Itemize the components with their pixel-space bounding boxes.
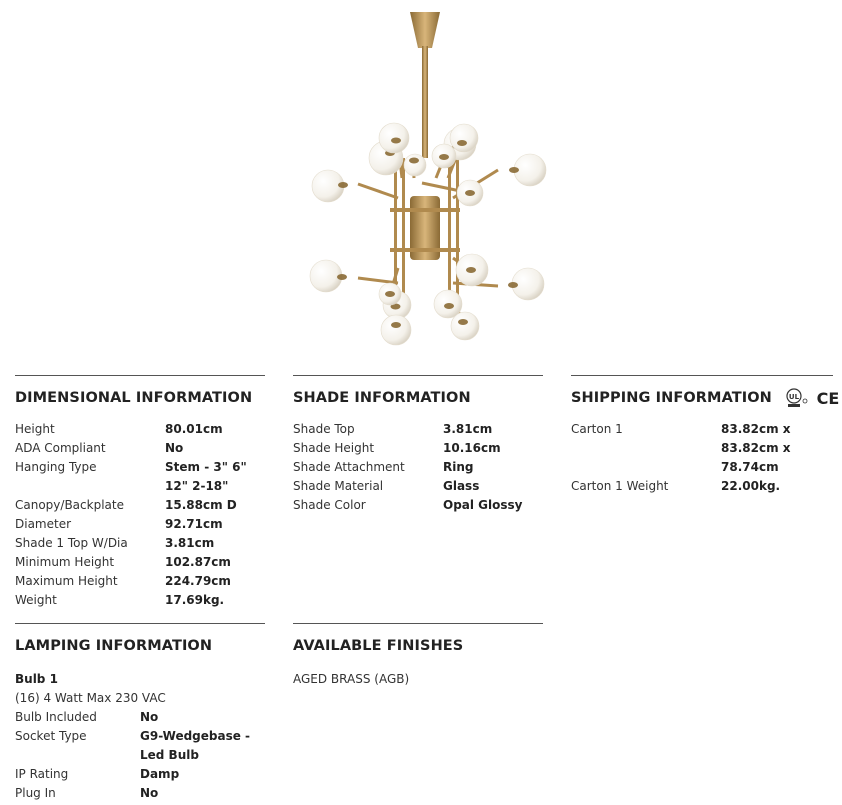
spec-row bbox=[15, 515, 265, 534]
spec-value: No bbox=[140, 710, 159, 724]
spec-row bbox=[15, 458, 265, 496]
shipping-title-row bbox=[571, 375, 840, 412]
spec-row bbox=[15, 591, 265, 610]
globe-cup bbox=[457, 140, 467, 146]
spec-value: No bbox=[140, 786, 159, 800]
globe-cup bbox=[409, 158, 419, 164]
spec-value: 92.71cm bbox=[165, 517, 223, 531]
frame-rod bbox=[456, 158, 459, 303]
spec-label: Shade Height bbox=[293, 441, 375, 455]
spec-row bbox=[15, 727, 265, 765]
ce-mark-text: CE bbox=[816, 389, 840, 408]
arm bbox=[358, 184, 398, 198]
spec-row bbox=[15, 572, 265, 591]
lamping-section bbox=[15, 623, 265, 803]
spec-label: Shade Color bbox=[293, 498, 366, 512]
spec-row bbox=[15, 420, 265, 439]
spec-label: Diameter bbox=[15, 517, 72, 531]
arm bbox=[358, 278, 398, 283]
spec-value: Stem - 3" 6" 12" 2-18" bbox=[165, 460, 247, 493]
spec-label: Shade Top bbox=[293, 422, 355, 436]
globe-cup bbox=[444, 303, 454, 309]
chandelier-illustration bbox=[298, 8, 552, 344]
spec-label: Shade 1 Top W/Dia bbox=[15, 536, 128, 550]
lamping-title: LAMPING INFORMATION bbox=[15, 623, 265, 660]
shipping-section bbox=[571, 375, 840, 496]
spec-row bbox=[571, 420, 833, 477]
spec-row bbox=[15, 439, 265, 458]
globe-cup bbox=[391, 322, 401, 328]
spec-value: Opal Glossy bbox=[443, 498, 523, 512]
spec-label: Bulb Included bbox=[15, 710, 97, 724]
globe-cup bbox=[338, 182, 348, 188]
spec-label: Shade Material bbox=[293, 479, 384, 493]
spec-label: Maximum Height bbox=[15, 574, 118, 588]
spec-value: 22.00kg. bbox=[721, 479, 781, 493]
ul-mark-text: UL bbox=[788, 393, 800, 401]
spec-row bbox=[293, 496, 543, 515]
spec-value: 15.88cm D bbox=[165, 498, 237, 512]
spec-label: Plug In bbox=[15, 786, 56, 800]
spec-label: Hanging Type bbox=[15, 460, 97, 474]
spec-value: 17.69kg. bbox=[165, 593, 225, 607]
spec-label: Shade Attachment bbox=[293, 460, 405, 474]
spec-value: 224.79cm bbox=[165, 574, 231, 588]
spec-label: Canopy/Backplate bbox=[15, 498, 124, 512]
spec-label: Minimum Height bbox=[15, 555, 115, 569]
ul-listed-icon bbox=[785, 388, 809, 408]
spec-label: Weight bbox=[15, 593, 57, 607]
globe-cup bbox=[439, 154, 449, 160]
shipping-title: SHIPPING INFORMATION bbox=[571, 390, 772, 406]
spec-row bbox=[571, 477, 833, 496]
frame-rod bbox=[448, 158, 451, 303]
spec-row bbox=[15, 765, 265, 784]
frame-bar bbox=[390, 248, 460, 252]
stem bbox=[422, 46, 428, 158]
spec-value: 3.81cm bbox=[165, 536, 215, 550]
glass-globe bbox=[404, 154, 426, 176]
spec-row bbox=[293, 477, 543, 496]
spec-label: IP Rating bbox=[15, 767, 69, 781]
certification-icons bbox=[785, 388, 842, 408]
glass-globe bbox=[450, 124, 478, 152]
bulb-description: (16) 4 Watt Max 230 VAC bbox=[15, 691, 166, 705]
ce-mark-icon bbox=[814, 388, 842, 408]
globe-cup bbox=[465, 190, 475, 196]
spec-value: 10.16cm bbox=[443, 441, 501, 455]
spec-value: 102.87cm bbox=[165, 555, 231, 569]
globe-cup bbox=[337, 274, 347, 280]
spec-value: 3.81cm bbox=[443, 422, 493, 436]
spec-value: 80.01cm bbox=[165, 422, 223, 436]
finishes-title: AVAILABLE FINISHES bbox=[293, 623, 543, 660]
spec-row bbox=[293, 439, 543, 458]
spec-label: Socket Type bbox=[15, 729, 87, 743]
glass-globe bbox=[381, 315, 411, 345]
spec-row bbox=[15, 784, 265, 803]
dimensional-section bbox=[15, 375, 265, 610]
spec-row bbox=[15, 708, 265, 727]
spec-value: G9-Wedgebase - Led Bulb bbox=[140, 729, 251, 762]
spec-value: No bbox=[165, 441, 184, 455]
spec-row bbox=[15, 534, 265, 553]
globe-cup bbox=[385, 291, 395, 297]
finish-item: AGED BRASS (AGB) bbox=[293, 672, 410, 686]
frame-bar bbox=[390, 208, 460, 212]
globe-cup bbox=[509, 167, 519, 173]
spec-label: Carton 1 bbox=[571, 422, 623, 436]
spec-value: Damp bbox=[140, 767, 180, 781]
spec-value: Glass bbox=[443, 479, 480, 493]
spec-row bbox=[15, 553, 265, 572]
spec-value: Ring bbox=[443, 460, 474, 474]
globe-cup bbox=[458, 319, 468, 325]
globe-cup bbox=[466, 267, 476, 273]
spec-value: 83.82cm x 83.82cm x 78.74cm bbox=[721, 422, 791, 474]
bulb-heading: Bulb 1 bbox=[15, 672, 58, 686]
spec-row bbox=[15, 496, 265, 515]
spec-label: Height bbox=[15, 422, 55, 436]
product-image bbox=[298, 8, 552, 344]
glass-globe bbox=[451, 312, 479, 340]
spec-row bbox=[293, 420, 543, 439]
spec-row bbox=[293, 458, 543, 477]
dimensional-title: DIMENSIONAL INFORMATION bbox=[15, 375, 265, 412]
finishes-section bbox=[293, 623, 543, 689]
canopy bbox=[410, 12, 440, 48]
spec-label: ADA Compliant bbox=[15, 441, 106, 455]
globe-cup bbox=[391, 138, 401, 144]
glass-globe bbox=[310, 260, 342, 292]
shade-title: SHADE INFORMATION bbox=[293, 375, 543, 412]
frame-rod bbox=[402, 158, 405, 303]
spec-label: Carton 1 Weight bbox=[571, 479, 669, 493]
shade-section bbox=[293, 375, 543, 515]
globe-cup bbox=[508, 282, 518, 288]
